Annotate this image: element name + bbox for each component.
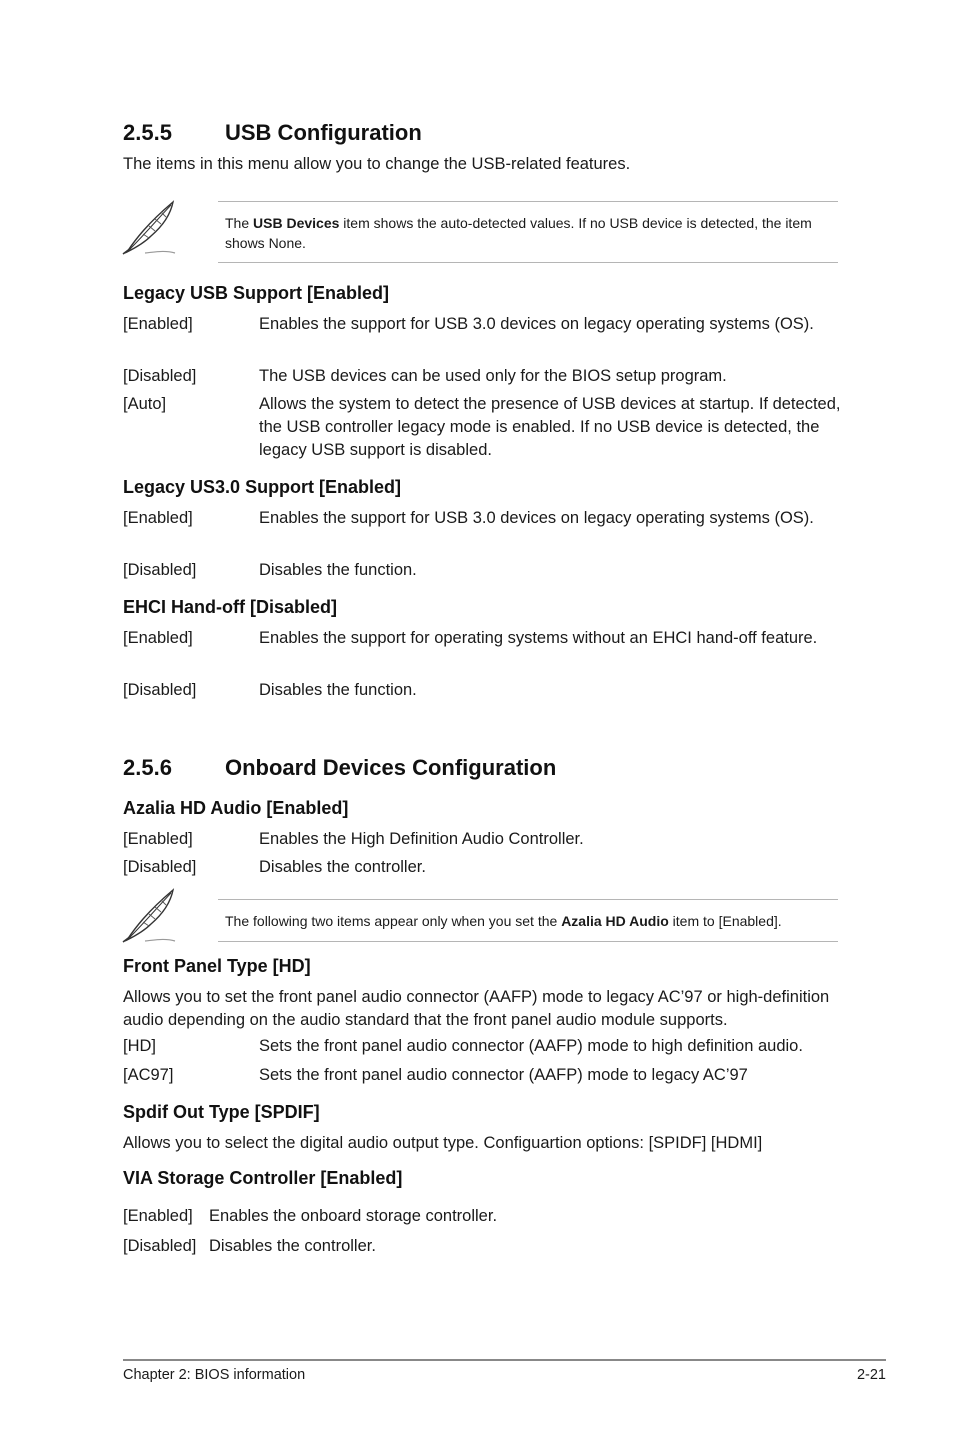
option-key: [Enabled] <box>123 1207 193 1225</box>
option-desc: Disables the controller. <box>259 858 426 876</box>
section-number: 2.5.5 <box>123 120 172 145</box>
option-key: [HD] <box>123 1037 156 1055</box>
section-title: Onboard Devices Configuration <box>225 755 557 780</box>
footer-chapter: Chapter 2: BIOS information <box>123 1367 306 1383</box>
section-intro: The items in this menu allow you to change the USB-related features. <box>123 155 631 173</box>
note-text: The USB Devices item shows the auto-detected values. If no USB device is detected, the item shows None. <box>225 215 812 251</box>
footer-divider <box>123 1359 886 1361</box>
item-heading-ehci-hand-off: EHCI Hand-off [Disabled] <box>123 597 337 617</box>
footer-page-number: 2-21 <box>856 1367 886 1383</box>
option-desc: Sets the front panel audio connector (AAFP) mode to legacy AC’97 <box>259 1066 748 1084</box>
option-key: [Disabled] <box>123 1237 197 1255</box>
option-desc: Enables the support for operating systems without an EHCI hand-off feature. <box>259 629 818 647</box>
option-desc: Enables the support for USB 3.0 devices on legacy operating systems (OS). <box>259 509 814 527</box>
option-key: [Enabled] <box>123 629 193 647</box>
option-key: [Enabled] <box>123 315 193 333</box>
option-desc: Disables the controller. <box>209 1237 376 1255</box>
option-desc: The USB devices can be used only for the BIOS setup program. <box>259 367 727 385</box>
item-heading-spdif-out-type: Spdif Out Type [SPDIF] <box>123 1102 320 1122</box>
option-desc: Allows the system to detect the presence of USB devices at startup. If detected, the USB controller legacy mode is enabled. If no USB device is detected, the legacy USB support is disabled. <box>259 395 841 459</box>
option-desc: Enables the support for USB 3.0 devices on legacy operating systems (OS). <box>259 315 814 333</box>
option-key: [Enabled] <box>123 830 193 848</box>
note-bold-term: USB Devices <box>253 215 340 231</box>
note-usb-devices <box>218 201 838 263</box>
option-desc: Enables the High Definition Audio Controller. <box>259 830 584 848</box>
option-desc: Disables the function. <box>259 561 417 579</box>
option-key: [Enabled] <box>123 509 193 527</box>
option-desc: Disables the function. <box>259 681 417 699</box>
option-key: [Disabled] <box>123 858 197 876</box>
option-desc: Sets the front panel audio connector (AAFP) mode to high definition audio. <box>259 1037 803 1055</box>
pen-note-icon <box>121 886 179 949</box>
item-description: Allows you to select the digital audio output type. Configuartion options: [SPIDF] [HDMI] <box>123 1134 763 1152</box>
item-heading-front-panel-type: Front Panel Type [HD] <box>123 956 311 976</box>
note-bold-term: Azalia HD Audio <box>561 913 669 929</box>
item-heading-azalia-hd-audio: Azalia HD Audio [Enabled] <box>123 798 349 818</box>
note-azalia-items <box>218 899 838 942</box>
section-2-5-5-heading <box>123 120 843 148</box>
item-heading-legacy-usb3-support: Legacy US3.0 Support [Enabled] <box>123 477 402 497</box>
option-key: [AC97] <box>123 1066 174 1084</box>
item-description: Allows you to set the front panel audio connector (AAFP) mode to legacy AC’97 or high-definition audio depending on the audio standard that the front panel audio module supports. <box>123 988 830 1029</box>
item-heading-legacy-usb-support: Legacy USB Support [Enabled] <box>123 283 390 303</box>
section-number: 2.5.6 <box>123 755 172 780</box>
option-key: [Disabled] <box>123 561 197 579</box>
option-key: [Disabled] <box>123 681 197 699</box>
section-title: USB Configuration <box>225 120 422 145</box>
pen-note-icon <box>121 198 179 261</box>
note-text: The following two items appear only when you set the Azalia HD Audio item to [Enabled]. <box>225 913 782 929</box>
option-key: [Auto] <box>123 395 167 413</box>
item-heading-via-storage-controller: VIA Storage Controller [Enabled] <box>123 1168 403 1188</box>
section-2-5-6-heading <box>123 755 843 783</box>
option-key: [Disabled] <box>123 367 197 385</box>
option-desc: Enables the onboard storage controller. <box>209 1207 498 1225</box>
